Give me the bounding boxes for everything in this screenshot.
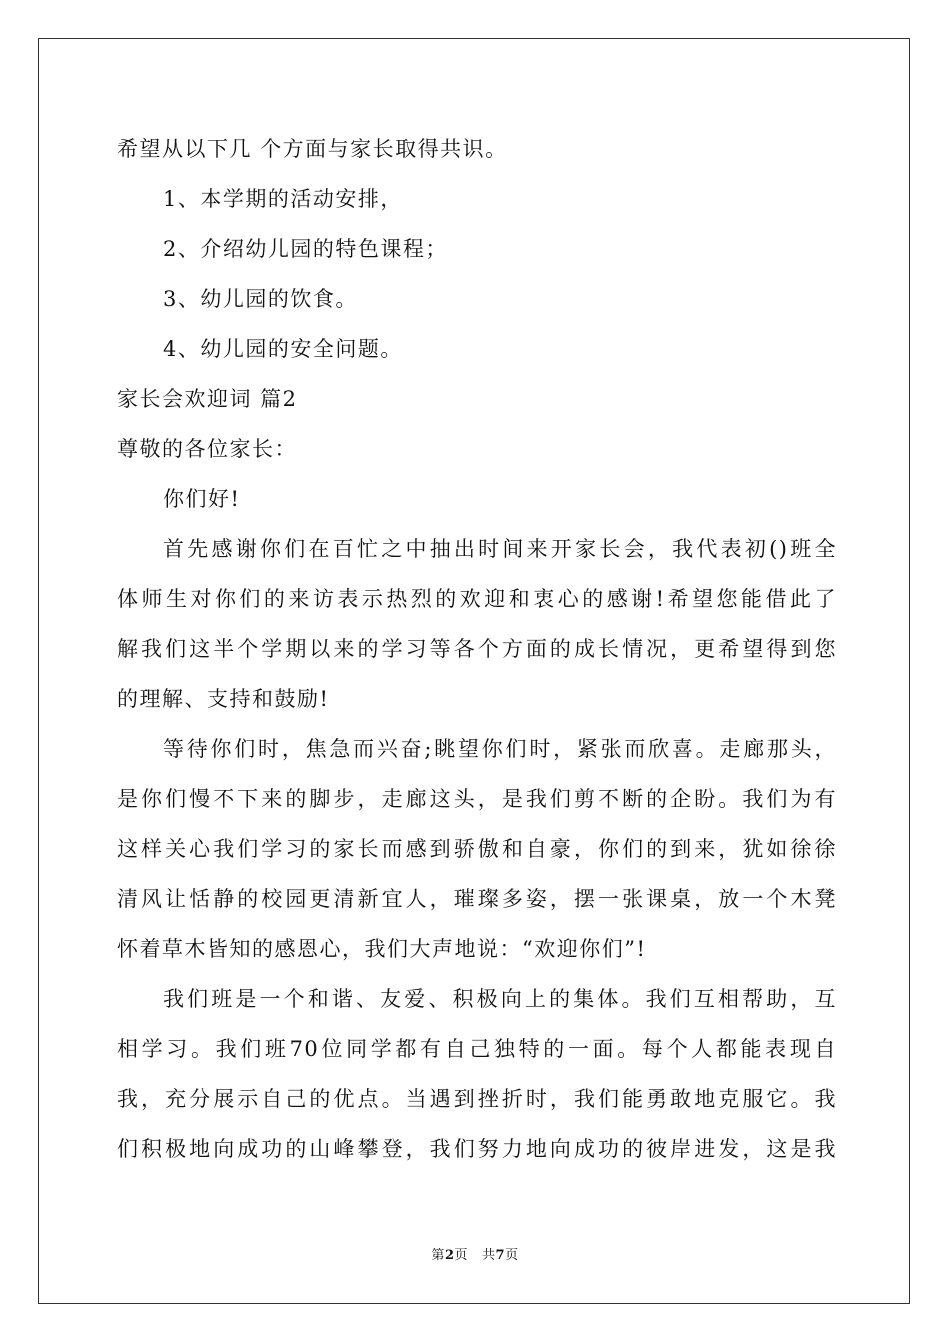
document-body xyxy=(117,124,837,1174)
text-line: 清风让恬静的校园更清新宜人，璀璨多姿，摆一张课桌，放一个木凳 xyxy=(117,887,837,911)
list-item: 2、介绍幼儿园的特色课程； xyxy=(163,237,448,261)
section-heading: 家长会欢迎词 篇2 xyxy=(117,387,298,411)
footer-page-unit: 页 xyxy=(454,1248,468,1263)
salutation: 尊敬的各位家长： xyxy=(117,437,297,461)
text-line: 我们班是一个和谐、友爱、积极向上的集体。我们互相帮助，互 xyxy=(163,987,837,1011)
text-line: 是你们慢不下来的脚步，走廊这头，是我们剪不断的企盼。我们为有 xyxy=(117,787,837,811)
greeting: 你们好! xyxy=(163,487,241,511)
text-line: 怀着草木皆知的感恩心，我们大声地说：“欢迎你们”! xyxy=(117,937,647,961)
list-item: 3、幼儿园的饮食。 xyxy=(163,287,358,311)
footer-total-unit: 页 xyxy=(505,1248,519,1263)
text-line: 我，充分展示自己的优点。当遇到挫折时，我们能勇敢地克服它。我 xyxy=(117,1087,837,1111)
text-line: 相学习。我们班70位同学都有自己独特的一面。每个人都能表现自 xyxy=(117,1037,837,1061)
text-line: 体师生对你们的来访表示热烈的欢迎和衷心的感谢!希望您能借此了 xyxy=(117,587,837,611)
total-pages: 7 xyxy=(495,1248,506,1263)
text-line: 希望从以下几 个方面与家长取得共识。 xyxy=(117,137,508,161)
text-line: 们积极地向成功的山峰攀登，我们努力地向成功的彼岸进发，这是我 xyxy=(117,1137,837,1161)
text-line: 这样关心我们学习的家长而感到骄傲和自豪，你们的到来，犹如徐徐 xyxy=(117,837,837,861)
list-item: 1、本学期的活动安排， xyxy=(163,187,403,211)
footer-total-prefix: 共 xyxy=(482,1248,496,1263)
page-number: 2 xyxy=(444,1248,455,1263)
text-line: 的理解、支持和鼓励! xyxy=(117,687,330,711)
footer-prefix: 第 xyxy=(431,1248,445,1263)
list-item: 4、幼儿园的安全问题。 xyxy=(163,337,403,361)
page-footer xyxy=(0,1244,950,1263)
text-line: 解我们这半个学期以来的学习等各个方面的成长情况，更希望得到您 xyxy=(117,637,837,661)
text-line: 首先感谢你们在百忙之中抽出时间来开家长会，我代表初()班全 xyxy=(163,537,837,561)
text-line: 等待你们时，焦急而兴奋;眺望你们时，紧张而欣喜。走廊那头， xyxy=(163,737,837,761)
